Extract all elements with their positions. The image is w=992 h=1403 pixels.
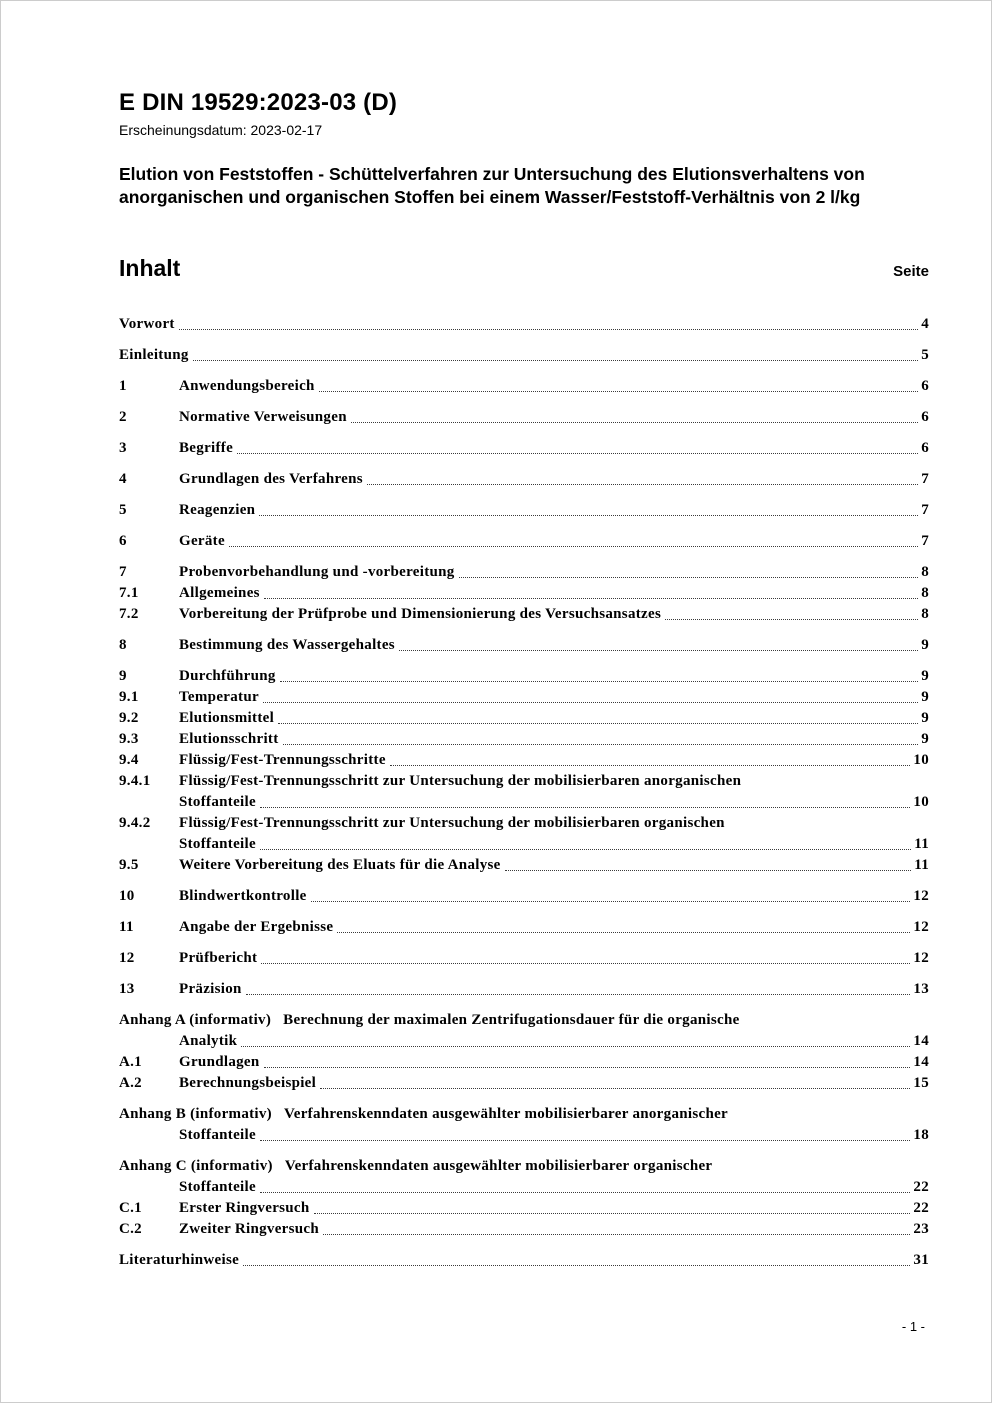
toc-entry	[119, 917, 929, 938]
toc-entry-title: Angabe der Ergebnisse	[179, 919, 334, 936]
toc-entry-number: Anhang B (informativ)	[119, 1106, 272, 1123]
toc-entry-title: Elutionsschritt	[179, 731, 279, 748]
toc-entry-number: Anhang A (informativ)	[119, 1012, 272, 1029]
toc-leader-dots	[505, 870, 912, 871]
toc-entry-title: Prüfbericht	[179, 950, 258, 967]
toc-page-column-label: Seite	[893, 263, 929, 281]
toc-entry-number: 9.4.1	[119, 773, 151, 790]
toc-entry-title: Vorwort	[119, 316, 175, 333]
toc-page-number: 12	[913, 950, 929, 967]
toc-leader-dots	[320, 1088, 910, 1089]
toc-list	[119, 314, 929, 1271]
toc-page-number: 18	[913, 1127, 929, 1144]
toc-page-number: 7	[921, 502, 929, 519]
toc-entry	[119, 500, 929, 521]
toc-entry-number: 5	[119, 502, 127, 519]
toc-leader-dots	[399, 650, 918, 651]
toc-entry	[119, 708, 929, 729]
toc-page-number: 8	[921, 564, 929, 581]
toc-page-number: 9	[921, 731, 929, 748]
toc-entry	[119, 345, 929, 366]
toc-entry-title: Berechnungsbeispiel	[179, 1075, 317, 1092]
toc-leader-dots	[263, 702, 918, 703]
toc-page-number: 8	[921, 585, 929, 602]
toc-entry-number: 9.4.2	[119, 815, 151, 832]
toc-entry-title-continued: Stoffanteile	[179, 1127, 256, 1144]
toc-leader-dots	[260, 1140, 910, 1141]
toc-entry	[119, 750, 929, 771]
toc-page-number: 5	[921, 347, 929, 364]
toc-entry-number: 1	[119, 378, 127, 395]
toc-entry	[119, 1156, 929, 1198]
toc-entry	[119, 979, 929, 1000]
toc-entry-number: 8	[119, 637, 127, 654]
toc-entry-title: Flüssig/Fest-Trennungsschritte	[179, 752, 386, 769]
toc-entry-number: A.2	[119, 1075, 142, 1092]
toc-entry	[119, 1250, 929, 1271]
toc-entry-title: Verfahrenskenndaten ausgewählter mobilisierbarer organischer	[284, 1158, 713, 1175]
toc-entry-number: 9.1	[119, 689, 139, 706]
toc-entry-title-continued: Analytik	[179, 1033, 238, 1050]
toc-entry-title: Normative Verweisungen	[179, 409, 347, 426]
toc-entry-title: Verfahrenskenndaten ausgewählter mobilisierbarer anorganischer	[283, 1106, 729, 1123]
toc-leader-dots	[280, 681, 919, 682]
toc-leader-dots	[243, 1265, 910, 1266]
toc-entry-title: Durchführung	[179, 668, 276, 685]
toc-entry-number: 6	[119, 533, 127, 550]
toc-leader-dots	[246, 994, 911, 995]
toc-leader-dots	[261, 963, 910, 964]
toc-entry-title: Reagenzien	[179, 502, 256, 519]
toc-leader-dots	[319, 391, 919, 392]
toc-leader-dots	[260, 1192, 910, 1193]
toc-entry	[119, 407, 929, 428]
toc-entry-number: 9.4	[119, 752, 139, 769]
toc-leader-dots	[665, 619, 918, 620]
toc-leader-dots	[351, 422, 918, 423]
toc-entry	[119, 583, 929, 604]
toc-page-number: 22	[913, 1179, 929, 1196]
toc-leader-dots	[237, 453, 918, 454]
toc-entry-title: Allgemeines	[179, 585, 260, 602]
toc-entry-number: 10	[119, 888, 135, 905]
toc-entry-number: 9.2	[119, 710, 139, 727]
toc-title: Inhalt	[119, 255, 181, 282]
toc-entry-title: Erster Ringversuch	[179, 1200, 310, 1217]
toc-entry-title-continued: Stoffanteile	[179, 1179, 256, 1196]
toc-header	[119, 255, 929, 282]
toc-entry	[119, 687, 929, 708]
toc-entry-title: Blindwertkontrolle	[179, 888, 307, 905]
toc-entry-title-continued: Stoffanteile	[179, 836, 256, 853]
toc-entry-number: 9.5	[119, 857, 139, 874]
toc-page-number: 7	[921, 471, 929, 488]
toc-page-number: 10	[913, 794, 929, 811]
toc-leader-dots	[367, 484, 918, 485]
toc-entry	[119, 1052, 929, 1073]
toc-leader-dots	[311, 901, 911, 902]
toc-page-number: 23	[913, 1221, 929, 1238]
toc-leader-dots	[459, 577, 919, 578]
toc-entry-number: 13	[119, 981, 135, 998]
toc-page-number: 14	[913, 1033, 929, 1050]
document-title: E DIN 19529:2023-03 (D)	[119, 89, 398, 116]
toc-entry	[119, 1073, 929, 1094]
toc-entry	[119, 729, 929, 750]
toc-entry	[119, 886, 929, 907]
toc-leader-dots	[264, 1067, 911, 1068]
toc-entry-number: 7.2	[119, 606, 139, 623]
toc-leader-dots	[259, 515, 918, 516]
toc-entry	[119, 562, 929, 583]
toc-leader-dots	[241, 1046, 910, 1047]
toc-page-number: 11	[914, 857, 929, 874]
toc-page-number: 6	[921, 378, 929, 395]
toc-leader-dots	[283, 744, 919, 745]
toc-entry-number: 7	[119, 564, 127, 581]
toc-entry	[119, 635, 929, 656]
toc-entry-number: 12	[119, 950, 135, 967]
toc-page-number: 7	[921, 533, 929, 550]
toc-entry-title-continued: Stoffanteile	[179, 794, 256, 811]
toc-page-number: 22	[913, 1200, 929, 1217]
toc-leader-dots	[260, 807, 910, 808]
toc-leader-dots	[337, 932, 910, 933]
toc-leader-dots	[193, 360, 919, 361]
toc-page-number: 9	[921, 689, 929, 706]
toc-entry	[119, 771, 929, 813]
toc-entry-title: Literaturhinweise	[119, 1252, 240, 1269]
toc-page-number: 6	[921, 409, 929, 426]
toc-leader-dots	[229, 546, 918, 547]
toc-entry-number: 7.1	[119, 585, 139, 602]
toc-leader-dots	[390, 765, 911, 766]
toc-page-number: 9	[921, 637, 929, 654]
toc-entry-number: 11	[119, 919, 134, 936]
toc-entry-number: 4	[119, 471, 127, 488]
toc-page-number: 31	[913, 1252, 929, 1269]
toc-entry-title: Probenvorbehandlung und -vorbereitung	[179, 564, 455, 581]
toc-entry-title: Berechnung der maximalen Zentrifugationsdauer für die organische	[283, 1012, 740, 1029]
toc-entry-title: Flüssig/Fest-Trennungsschritt zur Untersuchung der mobilisierbaren anorganischen	[179, 773, 742, 790]
toc-page-number: 14	[913, 1054, 929, 1071]
toc-page-number: 9	[921, 710, 929, 727]
toc-page-number: 12	[913, 888, 929, 905]
toc-entry	[119, 604, 929, 625]
toc-entry	[119, 376, 929, 397]
toc-entry	[119, 855, 929, 876]
toc-page-number: 10	[913, 752, 929, 769]
toc-entry-title: Temperatur	[179, 689, 259, 706]
toc-entry	[119, 438, 929, 459]
toc-leader-dots	[278, 723, 918, 724]
toc-page-number: 12	[913, 919, 929, 936]
toc-entry-title: Einleitung	[119, 347, 189, 364]
toc-entry-title: Präzision	[179, 981, 242, 998]
toc-entry-title: Zweiter Ringversuch	[179, 1221, 319, 1238]
toc-page-number: 8	[921, 606, 929, 623]
toc-entry-title: Grundlagen	[179, 1054, 260, 1071]
toc-page-number: 15	[913, 1075, 929, 1092]
toc-entry-title: Begriffe	[179, 440, 234, 457]
toc-entry	[119, 1198, 929, 1219]
toc-entry	[119, 948, 929, 969]
toc-entry	[119, 1104, 929, 1146]
toc-entry-title: Weitere Vorbereitung des Eluats für die Analyse	[179, 857, 501, 874]
toc-entry-number: Anhang C (informativ)	[119, 1158, 273, 1175]
toc-page-number: 4	[921, 316, 929, 333]
toc-entry-title: Anwendungsbereich	[179, 378, 315, 395]
toc-leader-dots	[314, 1213, 911, 1214]
toc-page-number: 9	[921, 668, 929, 685]
toc-entry-number: 2	[119, 409, 127, 426]
toc-entry	[119, 469, 929, 490]
toc-entry	[119, 1219, 929, 1240]
toc-page-number: 11	[914, 836, 929, 853]
toc-leader-dots	[260, 849, 911, 850]
toc-leader-dots	[179, 329, 918, 330]
document-subtitle: Elution von Feststoffen - Schüttelverfahren zur Untersuchung des Elutionsverhaltens von anorganischen und organischen Stoffen bei einem Wasser/Feststoff-Verhältnis von 2 l/kg	[119, 164, 865, 208]
publication-date: Erscheinungsdatum: 2023-02-17	[119, 122, 323, 138]
toc-entry-number: 3	[119, 440, 127, 457]
toc-entry-title: Elutionsmittel	[179, 710, 275, 727]
toc-page-number: 13	[913, 981, 929, 998]
toc-entry-title: Bestimmung des Wassergehaltes	[179, 637, 395, 654]
toc-entry-number: C.1	[119, 1200, 142, 1217]
toc-entry-number: 9.3	[119, 731, 139, 748]
toc-entry-title: Flüssig/Fest-Trennungsschritt zur Untersuchung der mobilisierbaren organischen	[179, 815, 725, 832]
page-number: - 1 -	[901, 1319, 925, 1334]
toc-entry-title: Vorbereitung der Prüfprobe und Dimensionierung des Versuchsansatzes	[179, 606, 662, 623]
toc-entry-title: Grundlagen des Verfahrens	[179, 471, 363, 488]
toc-entry	[119, 813, 929, 855]
toc-leader-dots	[323, 1234, 910, 1235]
toc-entry-number: A.1	[119, 1054, 142, 1071]
toc-entry	[119, 314, 929, 335]
toc-page-number: 6	[921, 440, 929, 457]
toc-entry-title: Geräte	[179, 533, 225, 550]
toc-entry	[119, 666, 929, 687]
toc-entry-number: 9	[119, 668, 127, 685]
toc-entry-number: C.2	[119, 1221, 142, 1238]
toc-entry	[119, 531, 929, 552]
toc-entry	[119, 1010, 929, 1052]
toc-leader-dots	[264, 598, 918, 599]
